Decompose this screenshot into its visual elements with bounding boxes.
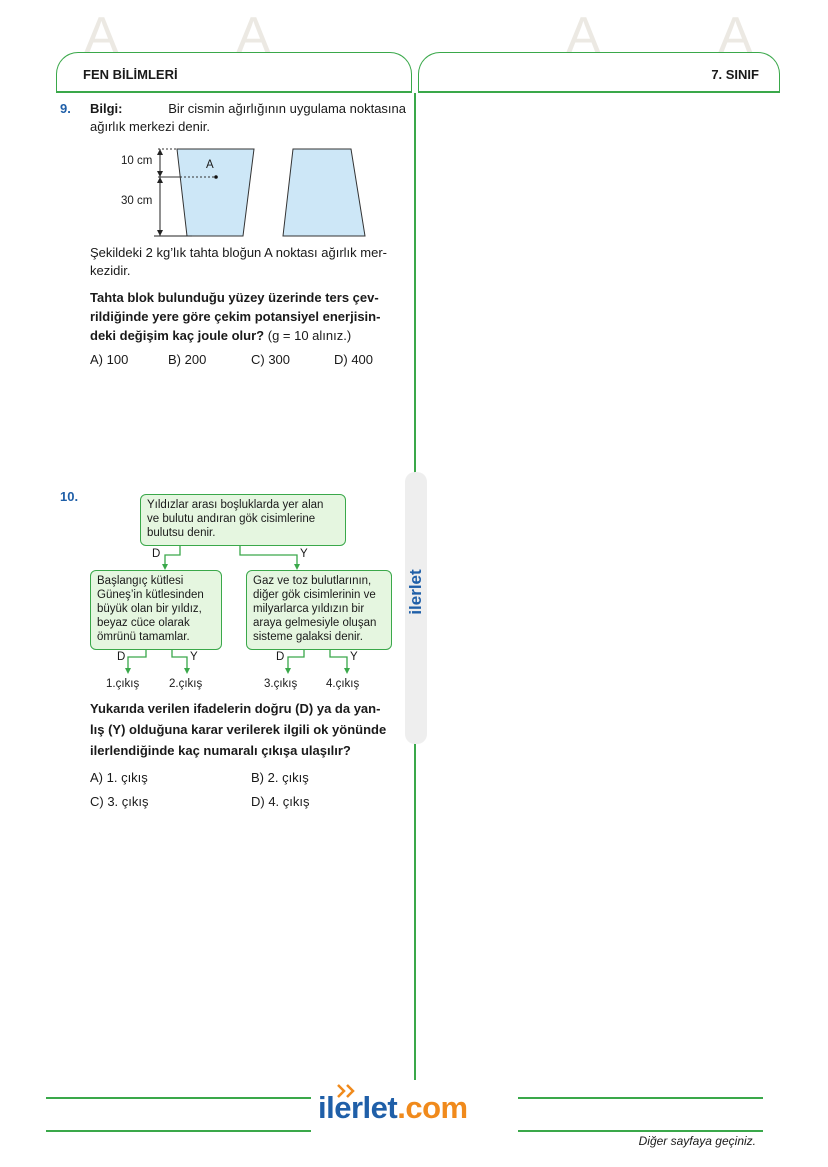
flow-label-y: Y (300, 548, 308, 560)
logo-tld: .com (397, 1090, 468, 1125)
flow-box-line: beyaz cüce olarak (97, 617, 190, 629)
flow-box-line: sisteme galaksi denir. (253, 631, 363, 643)
question-number: 9. (60, 101, 71, 116)
flow-arrow-d (128, 649, 146, 670)
footer-rule (46, 1130, 311, 1132)
flow-arrow-d (288, 649, 304, 670)
next-page-note: Diğer sayfaya geçiniz. (638, 1134, 756, 1148)
flow-box-line: ömrünü tamamlar. (97, 631, 190, 643)
arrow-icon (157, 171, 163, 177)
flow-box-line: ve bulutu andıran gök cisimlerine (147, 513, 316, 525)
q9-question-line: Tahta blok bulunduğu yüzey üzerinde ters çev- (90, 290, 379, 305)
flow-box-line: bulutsu denir. (147, 527, 216, 539)
q10-question-line: ilerlendiğinde kaç numaralı çıkışa ulaşılır? (90, 743, 351, 758)
point-label: A (206, 159, 214, 171)
wood-block-inverted (283, 149, 365, 236)
arrow-head-icon (184, 668, 190, 674)
dim-label-bottom: 30 cm (121, 195, 153, 207)
answer-option[interactable]: D) 4. çıkış (251, 794, 310, 809)
q9-question-line: rildiğinde yere göre çekim potansiyel enerjisin- (90, 309, 381, 324)
arrow-icon (157, 149, 163, 155)
footer-rule (518, 1130, 763, 1132)
answer-option[interactable]: C) 3. çıkış (90, 794, 149, 809)
question-number: 10. (60, 489, 79, 504)
flow-box-line: araya gelmesiyle oluşan (253, 617, 377, 629)
arrow-icon (157, 177, 163, 183)
q9-question-line: deki değişim kaç joule olur? (90, 328, 265, 343)
flow-label-d: D (152, 548, 161, 560)
flow-box-line: Güneş’in kütlesinden (97, 589, 204, 601)
arrow-head-icon (125, 668, 131, 674)
flow-box-line: Yıldızlar arası boşluklarda yer alan (147, 499, 324, 511)
q9-info-line: ağırlık merkezi denir. (90, 119, 210, 134)
q10-question (90, 698, 410, 761)
q9-question-note: (g = 10 alınız.) (267, 328, 352, 343)
subject-title: FEN BİLİMLERİ (83, 67, 178, 82)
footer-rule (518, 1097, 763, 1099)
header-left (56, 52, 412, 92)
answer-option[interactable]: D) 400 (334, 352, 374, 367)
q9-info-label: Bilgi: (90, 101, 123, 116)
answer-option[interactable]: A) 1. çıkış (90, 770, 148, 785)
wood-block (177, 149, 254, 236)
flow-box-line: diğer gök cisimlerinin ve (253, 589, 376, 601)
q10-question-line: Yukarıda verilen ifadelerin doğru (D) ya da yan- (90, 701, 381, 716)
header-divider (418, 91, 780, 93)
arrow-head-icon (285, 668, 291, 674)
flow-box-line: Gaz ve toz bulutlarının, (253, 575, 372, 587)
q9-text-line: Şekildeki 2 kg’lık tahta bloğun A noktası ağırlık mer- (90, 245, 387, 260)
answer-option[interactable]: B) 200 (168, 352, 207, 367)
q9-question (90, 288, 410, 345)
flow-box-right (246, 570, 392, 650)
answer-option[interactable]: C) 300 (251, 352, 291, 367)
watermark-letter: A (236, 7, 271, 65)
q9-description (90, 244, 406, 280)
arrow-head-icon (344, 668, 350, 674)
footer-logo[interactable] (318, 1090, 468, 1126)
arrow-icon (157, 230, 163, 236)
flow-arrow-y (172, 649, 187, 670)
flow-box-left (90, 570, 222, 650)
grade-label: 7. SINIF (711, 67, 759, 82)
header-divider (56, 91, 412, 93)
footer-rule (46, 1097, 311, 1099)
flow-label-y: Y (350, 651, 358, 663)
flow-arrow-y (240, 545, 297, 566)
flow-exit: 2.çıkış (169, 678, 203, 690)
dim-label-top: 10 cm (121, 155, 153, 167)
flow-box-start (140, 494, 346, 546)
center-of-mass-point (214, 175, 218, 179)
flow-arrow-y (330, 649, 347, 670)
answer-option[interactable]: B) 2. çıkış (251, 770, 309, 785)
q9-info (90, 100, 406, 136)
side-brand: ilerlet (406, 569, 425, 615)
logo-main: ilerlet (318, 1090, 398, 1125)
flow-box-line: büyük olan bir yıldız, (97, 603, 202, 615)
flow-exit: 4.çıkış (326, 678, 360, 690)
answer-option[interactable]: A) 100 (90, 352, 129, 367)
flow-label-d: D (276, 651, 285, 663)
q10-question-line: lış (Y) olduğuna karar verilerek ilgili ok yönünde (90, 722, 387, 737)
flow-exit: 1.çıkış (106, 678, 140, 690)
q9-info-line: Bir cismin ağırlığının uygulama noktasına (168, 101, 406, 116)
header-right (418, 52, 780, 92)
watermark-letter: A (566, 7, 601, 65)
watermark-letter: A (84, 7, 119, 65)
flow-exit: 3.çıkış (264, 678, 298, 690)
watermark-letter: A (718, 7, 753, 65)
flow-label-y: Y (190, 651, 198, 663)
q9-text-line: kezidir. (90, 263, 131, 278)
flow-box-line: Başlangıç kütlesi (97, 575, 184, 587)
flow-label-d: D (117, 651, 126, 663)
flow-arrow-d (165, 545, 180, 566)
flow-box-line: milyarlarca yıldızın bir (253, 603, 365, 615)
